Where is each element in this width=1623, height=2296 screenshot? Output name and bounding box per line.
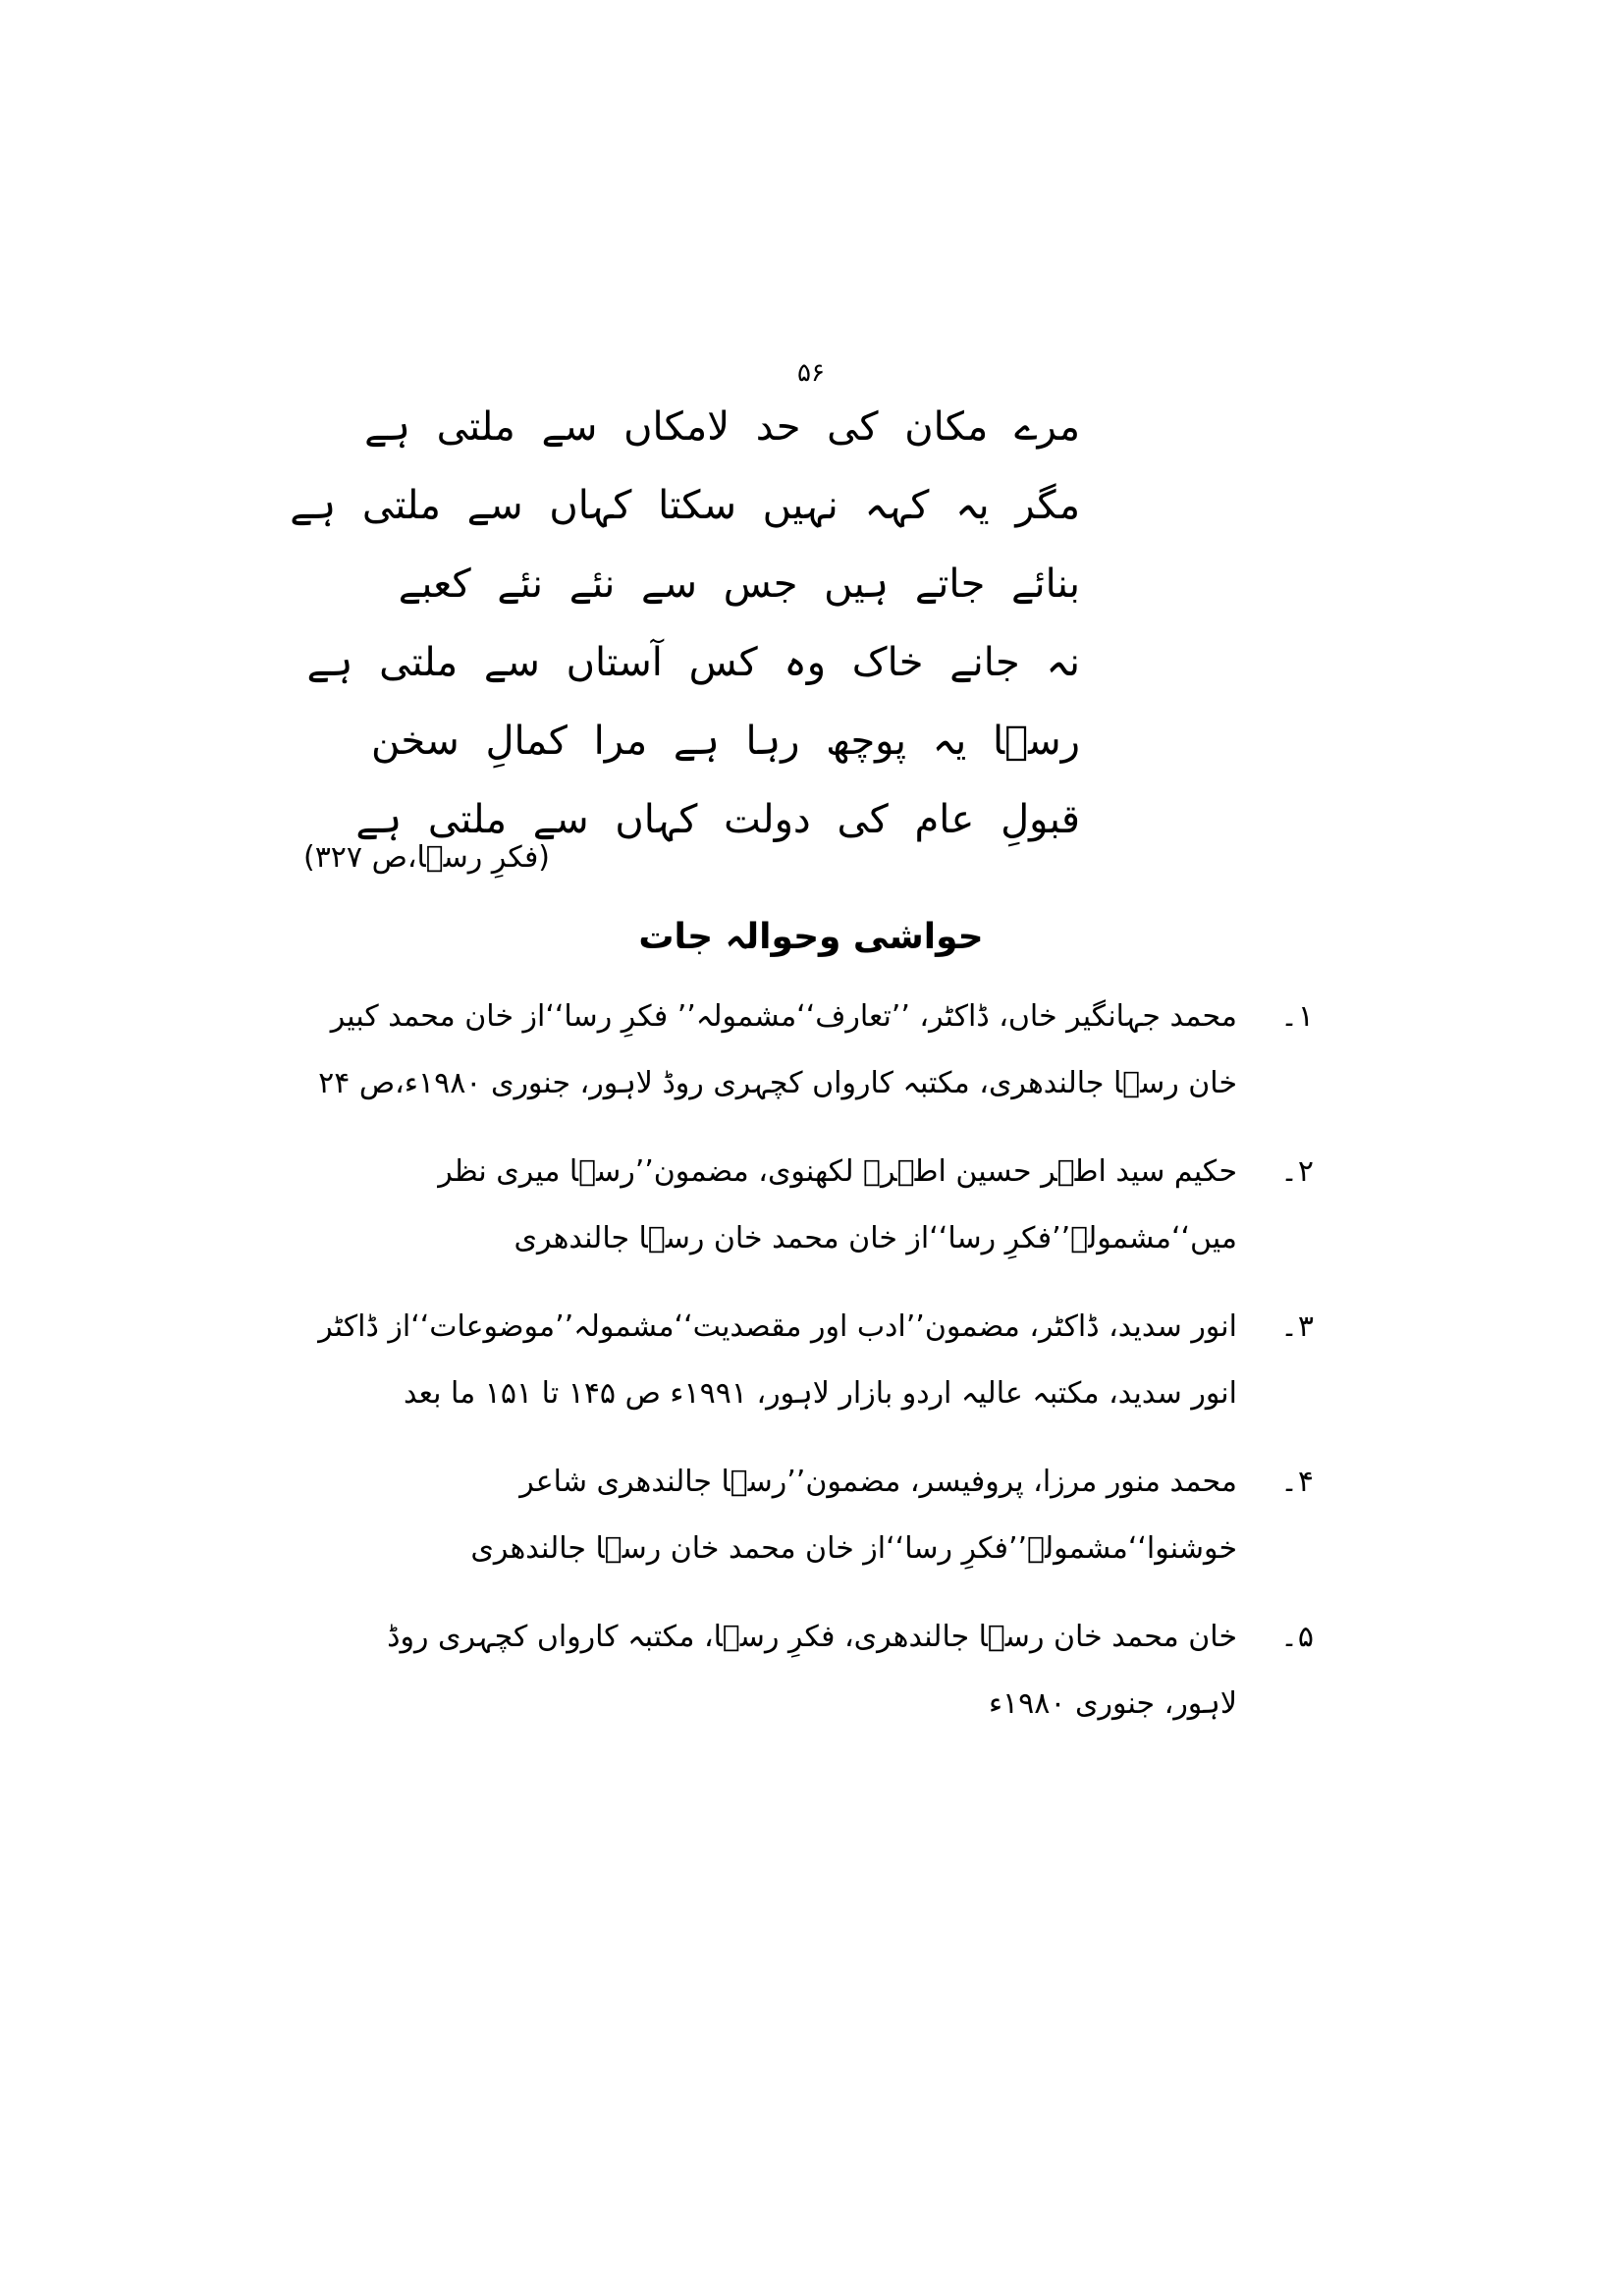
verse-citation: (فکرِ رسؔا،ص ۳۲۷) bbox=[302, 840, 550, 875]
note-text: محمد جہانگیر خاں، ڈاکٹر، ’’تعارف‘‘مشمولہ’’ فکرِ رسا‘‘از خان محمد کبیر خان رسؔا جالندھری، مکتبہ کارواں کچہری روڈ لاہور، جنوری ۱۹۸۰ء،ص ۲۴ bbox=[318, 999, 1237, 1100]
note-text: محمد منور مرزا، پروفیسر، مضمون’’رسؔا جالندھری شاعر خوشنوا‘‘مشمولہ’’فکرِ رسا‘‘از خان محمد خان رسؔا جالندھری bbox=[470, 1465, 1237, 1566]
notes-heading: حواشی وحوالہ جات bbox=[638, 917, 984, 957]
note-number: ۳۔ bbox=[1280, 1309, 1314, 1344]
verse-line: مرے مکان کی حد لامکاں سے ملتی ہے bbox=[364, 404, 1080, 450]
note-item bbox=[312, 984, 1314, 1117]
note-item bbox=[312, 1604, 1314, 1737]
note-item bbox=[312, 1449, 1314, 1582]
note-item bbox=[312, 1294, 1314, 1427]
notes-list bbox=[312, 984, 1314, 1759]
verse-line: مگر یہ کہہ نہیں سکتا کہاں سے ملتی ہے bbox=[290, 483, 1080, 528]
verse-line: قبولِ عام کی دولت کہاں سے ملتی ہے bbox=[355, 797, 1080, 842]
verse-line: نہ جانے خاک وہ کس آستاں سے ملتی ہے bbox=[306, 640, 1080, 685]
verse-line: بنائے جاتے ہیں جس سے نئے نئے کعبے bbox=[398, 561, 1080, 607]
verse-line: رسؔا یہ پوچھ رہا ہے مرا کمالِ سخن bbox=[370, 719, 1080, 764]
note-number: ۴۔ bbox=[1280, 1465, 1314, 1499]
note-text: خان محمد خان رسؔا جالندھری، فکرِ رسؔا، مکتبہ کارواں کچہری روڈ لاہور، جنوری ۱۹۸۰ء bbox=[387, 1620, 1237, 1721]
note-number: ۱۔ bbox=[1280, 999, 1314, 1034]
note-text: انور سدید، ڈاکٹر، مضمون’’ادب اور مقصدیت‘‘مشمولہ’’موضوعات‘‘از ڈاکٹر انور سدید، مکتبہ عالیہ اردو بازار لاہور، ۱۹۹۱ء ص ۱۴۵ تا ۱۵۱ ما بعد bbox=[318, 1309, 1237, 1411]
note-text: حکیم سید اطہر حسین اطہرؔ لکھنوی، مضمون’’رسؔا میری نظر میں‘‘مشمولہ’’فکرِ رسا‘‘از خان محمد خان رسؔا جالندھری bbox=[438, 1154, 1237, 1255]
note-item bbox=[312, 1139, 1314, 1272]
note-number: ۵۔ bbox=[1280, 1620, 1314, 1654]
note-number: ۲۔ bbox=[1280, 1154, 1314, 1189]
page-number: ۵۶ bbox=[797, 358, 825, 388]
